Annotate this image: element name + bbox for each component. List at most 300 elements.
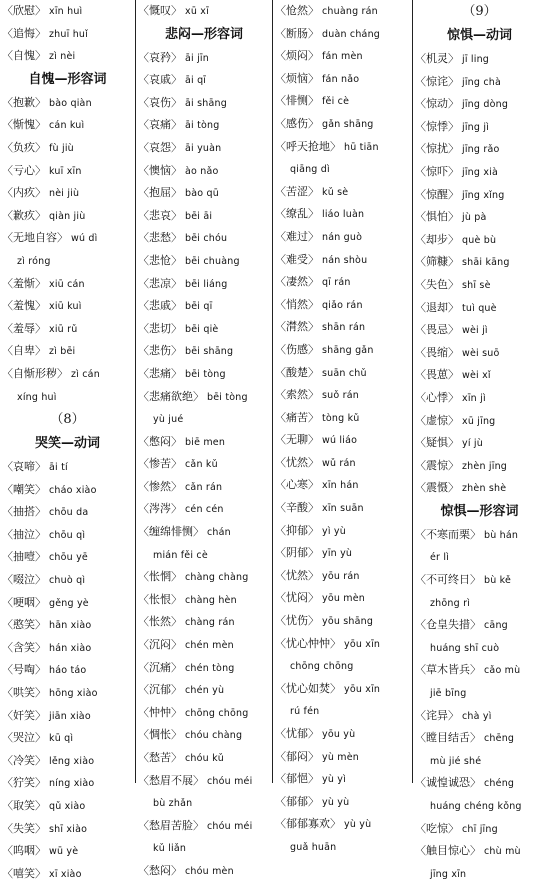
pinyin: qǔ xiào — [49, 801, 86, 812]
entry-word: 〈沉郁〉 — [138, 683, 182, 697]
dictionary-entry — [273, 362, 412, 385]
dictionary-entry — [273, 678, 412, 701]
entry-word: 〈悲戚〉 — [138, 299, 182, 313]
pinyin: yì yù — [322, 525, 346, 537]
entry-word: 〈惨然〉 — [138, 479, 182, 493]
dictionary-entry — [273, 768, 412, 791]
pinyin: xíng huì — [17, 391, 57, 403]
dictionary-entry — [413, 138, 546, 161]
entry-word: 〈阴郁〉 — [275, 546, 319, 560]
entry-word: 〈怅恨〉 — [138, 592, 182, 606]
pinyin: bào qū — [185, 188, 219, 200]
entry-word: 〈哀矜〉 — [138, 50, 182, 64]
entry-word: 〈哀怨〉 — [138, 140, 182, 154]
entry-word: 〈悄然〉 — [275, 297, 319, 311]
dictionary-entry — [0, 592, 135, 615]
entry-word: 〈忧伤〉 — [275, 614, 319, 628]
dictionary-entry — [0, 137, 135, 160]
entry-word: 〈畏缩〉 — [415, 345, 459, 359]
pinyin: shān rán — [322, 322, 366, 334]
entry-word: 〈羞惭〉 — [2, 276, 46, 290]
dictionary-entry — [0, 363, 135, 386]
dictionary-entry — [136, 634, 272, 657]
entry-word: 〈涔涔〉 — [138, 502, 182, 516]
entry-word: 〈烦闷〉 — [275, 49, 319, 63]
pinyin: chàng rán — [185, 617, 235, 629]
pinyin: kǔ liǎn — [153, 843, 187, 855]
section-number: （8） — [50, 412, 85, 428]
pinyin: chī jīng — [462, 823, 498, 835]
pinyin: jī ling — [462, 54, 490, 65]
column-2 — [136, 0, 272, 883]
section-heading: 惊惧—形容词 — [440, 503, 519, 519]
entry-word: 〈触目惊心〉 — [415, 844, 481, 858]
pinyin: wú dì — [71, 233, 98, 245]
pinyin: duàn cháng — [322, 28, 381, 40]
pinyin: biē men — [185, 436, 226, 448]
pinyin: jīng rǎo — [462, 144, 500, 156]
pinyin: zì bēi — [49, 346, 76, 358]
pinyin: chóu chàng — [185, 730, 243, 742]
dictionary-entry — [0, 295, 135, 318]
entry-word: 〈歉疚〉 — [2, 208, 46, 222]
entry-word: 〈憋闷〉 — [138, 434, 182, 448]
pinyin: zhōng rì — [430, 597, 471, 609]
dictionary-entry — [273, 136, 412, 159]
dictionary-entry — [136, 476, 272, 499]
pinyin-continuation — [413, 637, 546, 660]
entry-word: 〈忧心如焚〉 — [275, 681, 341, 695]
pinyin: wèi suō — [462, 347, 500, 359]
entry-word: 〈吃惊〉 — [415, 821, 459, 835]
pinyin-continuation — [0, 250, 135, 273]
pinyin: cén cén — [185, 504, 224, 516]
dictionary-entry — [136, 747, 272, 770]
dictionary-entry — [413, 48, 546, 71]
pinyin: chén mèn — [185, 640, 234, 652]
pinyin: hōng xiào — [49, 688, 98, 700]
entry-word: 〈沉痛〉 — [138, 660, 182, 674]
pinyin: cǎn kǔ — [185, 459, 218, 471]
pinyin: yù yù — [322, 796, 350, 808]
dictionary-entry — [413, 705, 546, 728]
pinyin-continuation — [413, 682, 546, 705]
pinyin: hán xiào — [49, 642, 92, 654]
pinyin: shāng gǎn — [322, 344, 374, 356]
pinyin: chuàng rán — [322, 6, 378, 17]
pinyin: wú liáo — [322, 435, 358, 447]
pinyin: háo táo — [49, 665, 87, 677]
dictionary-entry — [136, 521, 272, 544]
entry-word: 〈憨笑〉 — [2, 618, 46, 632]
entry-word: 〈羞辱〉 — [2, 321, 46, 335]
dictionary-entry — [0, 318, 135, 341]
pinyin: chuò qì — [49, 575, 86, 587]
pinyin: chōu yē — [49, 552, 88, 564]
dictionary-entry — [413, 161, 546, 184]
dictionary-entry — [413, 274, 546, 297]
entry-word: 〈酸楚〉 — [275, 365, 319, 379]
dictionary-entry — [273, 520, 412, 543]
dictionary-entry — [413, 251, 546, 274]
pinyin: yí jù — [462, 438, 483, 450]
dictionary-entry — [273, 587, 412, 610]
pinyin: bēi liáng — [185, 278, 228, 290]
pinyin: chōu da — [49, 507, 89, 519]
entry-word: 〈自惭形秽〉 — [2, 366, 68, 380]
pinyin: yōu xīn — [344, 638, 381, 650]
dictionary-entry — [413, 432, 546, 455]
entry-word: 〈慨叹〉 — [138, 4, 182, 17]
dictionary-entry — [0, 23, 135, 46]
pinyin: yù jué — [153, 414, 184, 426]
pinyin: xī xiào — [49, 868, 82, 880]
dictionary-entry — [0, 750, 135, 773]
entry-word: 〈畏葸〉 — [415, 368, 459, 382]
dictionary-entry — [273, 407, 412, 430]
entry-word: 〈抑郁〉 — [275, 523, 319, 537]
entry-word: 〈惊醒〉 — [415, 187, 459, 201]
pinyin: ér lì — [430, 552, 450, 564]
entry-word: 〈内疚〉 — [2, 186, 46, 200]
entry-word: 〈抱屈〉 — [138, 186, 182, 200]
dictionary-entry — [0, 772, 135, 795]
dictionary-entry — [273, 610, 412, 633]
dictionary-entry — [413, 410, 546, 433]
dictionary-entry — [0, 340, 135, 363]
dictionary-entry — [136, 611, 272, 634]
dictionary-entry — [136, 340, 272, 363]
entry-word: 〈自卑〉 — [2, 344, 46, 358]
pinyin: mián fěi cè — [153, 549, 208, 561]
dictionary-entry — [136, 566, 272, 589]
entry-word: 〈沉闷〉 — [138, 638, 182, 652]
dictionary-entry — [136, 47, 272, 70]
pinyin: chàng hèn — [185, 594, 237, 606]
entry-word: 〈畏忌〉 — [415, 323, 459, 337]
entry-word: 〈苦涩〉 — [275, 184, 319, 198]
pinyin: yīn yù — [322, 548, 353, 560]
dictionary-entry — [0, 614, 135, 637]
entry-word: 〈郁郁寡欢〉 — [275, 817, 341, 831]
pinyin: xū xī — [185, 6, 209, 17]
dictionary-entry — [413, 840, 546, 863]
dictionary-entry — [273, 633, 412, 656]
pinyin: xīn huì — [49, 6, 83, 17]
entry-word: 〈悲怆〉 — [138, 253, 182, 267]
pinyin: chén tòng — [185, 662, 235, 674]
section-number: （9） — [462, 4, 497, 19]
entry-word: 〈凄然〉 — [275, 275, 319, 289]
entry-word: 〈忧然〉 — [275, 568, 319, 582]
dictionary-entry — [273, 316, 412, 339]
dictionary-entry — [0, 682, 135, 705]
dictionary-entry — [0, 795, 135, 818]
pinyin: zhèn jīng — [462, 460, 508, 472]
pinyin: shī sè — [462, 279, 491, 291]
entry-word: 〈痛苦〉 — [275, 410, 319, 424]
pinyin: nán guò — [322, 231, 363, 243]
pinyin: cāng — [484, 620, 508, 632]
entry-word: 〈辛酸〉 — [275, 501, 319, 515]
pinyin: chén yù — [185, 685, 225, 697]
pinyin-continuation — [136, 837, 272, 860]
entry-word: 〈虚惊〉 — [415, 413, 459, 427]
entry-word: 〈自愧〉 — [2, 49, 46, 63]
pinyin: chán — [207, 527, 231, 539]
entry-word: 〈不可终日〉 — [415, 573, 481, 587]
pinyin: wèi xǐ — [462, 370, 491, 382]
dictionary-entry — [0, 160, 135, 183]
dictionary-entry — [273, 23, 412, 46]
entry-word: 〈索然〉 — [275, 388, 319, 402]
dictionary-entry — [273, 565, 412, 588]
dictionary-entry — [0, 818, 135, 841]
pinyin: gěng yè — [49, 597, 89, 609]
dictionary-entry — [136, 137, 272, 160]
entry-word: 〈冷笑〉 — [2, 753, 46, 767]
pinyin: xīn suān — [322, 503, 364, 515]
dictionary-entry — [0, 205, 135, 228]
dictionary-entry — [413, 455, 546, 478]
entry-word: 〈仓皇失措〉 — [415, 618, 481, 632]
dictionary-entry — [0, 569, 135, 592]
entry-word: 〈抽泣〉 — [2, 527, 46, 541]
dictionary-entry — [273, 429, 412, 452]
section-heading: 自愧—形容词 — [28, 71, 107, 87]
pinyin: bù zhǎn — [153, 798, 193, 810]
dictionary-entry — [0, 637, 135, 660]
dictionary-entry — [136, 431, 272, 454]
dictionary-entry — [136, 227, 272, 250]
pinyin: tuì què — [462, 302, 497, 314]
entry-word: 〈郁闷〉 — [275, 749, 319, 763]
entry-word: 〈哄笑〉 — [2, 686, 46, 700]
entry-word: 〈忧郁〉 — [275, 727, 319, 740]
dictionary-entry — [413, 727, 546, 750]
entry-word: 〈呼天抢地〉 — [275, 139, 341, 153]
pinyin: cháo xiào — [49, 484, 97, 496]
dictionary-entry — [136, 860, 272, 883]
pinyin: suān chǔ — [322, 367, 367, 379]
dictionary-entry — [0, 92, 135, 115]
dictionary-entry — [273, 452, 412, 475]
dictionary-entry — [273, 813, 412, 836]
pinyin: chóu méi — [207, 775, 253, 787]
pinyin: āi tòng — [185, 120, 220, 132]
entry-word: 〈失色〉 — [415, 277, 459, 291]
pinyin: chéng — [484, 778, 515, 790]
dictionary-entry — [0, 0, 135, 23]
entry-word: 〈追悔〉 — [2, 26, 46, 40]
pinyin: tòng kǔ — [322, 412, 360, 424]
entry-word: 〈惊扰〉 — [415, 142, 459, 156]
pinyin: huáng shī cuò — [430, 642, 500, 654]
entry-word: 〈悱恻〉 — [275, 94, 319, 108]
dictionary-entry — [273, 68, 412, 91]
pinyin: bēi qiè — [185, 323, 219, 335]
dictionary-entry — [136, 770, 272, 793]
entry-word: 〈惨苦〉 — [138, 457, 182, 471]
column-1 — [0, 0, 135, 885]
entry-word: 〈愁眉苦脸〉 — [138, 818, 204, 832]
dictionary-entry — [136, 69, 272, 92]
entry-word: 〈忧然〉 — [275, 455, 319, 469]
pinyin: xū jīng — [462, 415, 496, 427]
pinyin: rú fén — [290, 706, 320, 718]
dictionary-entry — [413, 772, 546, 795]
dictionary-entry — [273, 226, 412, 249]
pinyin: jīng jì — [462, 121, 490, 133]
pinyin: chóu mèn — [185, 865, 234, 877]
pinyin: chóu méi — [207, 820, 253, 832]
dictionary-entry — [136, 724, 272, 747]
pinyin: chōng chōng — [185, 707, 249, 719]
dictionary-entry — [136, 702, 272, 725]
entry-word: 〈啜泣〉 — [2, 573, 46, 587]
dictionary-entry — [136, 273, 272, 296]
dictionary-entry — [273, 113, 412, 136]
dictionary-entry — [273, 271, 412, 294]
pinyin: hān xiào — [49, 620, 92, 632]
pinyin: chù mù — [484, 846, 521, 858]
dictionary-entry — [0, 479, 135, 502]
pinyin: xiū cán — [49, 278, 85, 290]
entry-word: 〈忧心忡忡〉 — [275, 636, 341, 650]
dictionary-entry — [136, 160, 272, 183]
pinyin: āi yuàn — [185, 142, 222, 154]
pinyin-continuation — [0, 386, 135, 409]
pinyin: jù pà — [462, 212, 487, 224]
pinyin: yù yù — [344, 819, 372, 831]
dictionary-entry — [0, 273, 135, 296]
entry-word: 〈无聊〉 — [275, 433, 319, 447]
pinyin: shāi kāng — [462, 257, 510, 269]
entry-word: 〈不寒而栗〉 — [415, 527, 481, 541]
pinyin-continuation — [273, 158, 412, 181]
pinyin-continuation — [413, 795, 546, 818]
dictionary-entry — [273, 542, 412, 565]
entry-word: 〈惭愧〉 — [2, 118, 46, 132]
entry-word: 〈懊恼〉 — [138, 163, 182, 177]
pinyin: jīng xīn — [430, 868, 467, 880]
pinyin: āi qī — [185, 75, 207, 87]
pinyin: cǎn rán — [185, 481, 223, 493]
dictionary-entry — [136, 295, 272, 318]
pinyin: cǎo mù — [484, 665, 521, 677]
dictionary-entry — [0, 501, 135, 524]
dictionary-entry — [413, 297, 546, 320]
entry-word: 〈呜咽〉 — [2, 844, 46, 858]
pinyin-continuation — [136, 792, 272, 815]
pinyin: yōu mèn — [322, 593, 365, 605]
dictionary-entry — [273, 384, 412, 407]
dictionary-entry — [136, 114, 272, 137]
dictionary-entry — [136, 0, 272, 23]
pinyin: gǎn shāng — [322, 118, 374, 130]
pinyin: āi jīn — [185, 52, 209, 64]
dictionary-entry — [413, 116, 546, 139]
pinyin: bēi qī — [185, 301, 213, 313]
entry-word: 〈嘲笑〉 — [2, 482, 46, 496]
entry-word: 〈悲愁〉 — [138, 231, 182, 245]
pinyin: kǔ sè — [322, 186, 349, 198]
pinyin: huáng chéng kǒng — [430, 801, 522, 812]
dictionary-entry — [136, 386, 272, 409]
dictionary-entry — [413, 614, 546, 637]
pinyin: hū tiān — [344, 141, 379, 153]
entry-word: 〈愁眉不展〉 — [138, 773, 204, 787]
dictionary-entry — [0, 182, 135, 205]
dictionary-entry — [273, 0, 412, 23]
pinyin-continuation — [413, 750, 546, 773]
entry-word: 〈羞愧〉 — [2, 299, 46, 313]
pinyin-continuation — [273, 836, 412, 859]
pinyin: qiǎo rán — [322, 299, 363, 311]
pinyin: zhuī huǐ — [49, 28, 88, 40]
entry-word: 〈惊诧〉 — [415, 74, 459, 88]
dictionary-entry — [273, 249, 412, 272]
entry-word: 〈心寒〉 — [275, 478, 319, 492]
pinyin: āi tí — [49, 462, 68, 474]
entry-word: 〈抽噎〉 — [2, 550, 46, 564]
pinyin: xīn jì — [462, 392, 486, 404]
dictionary-entry — [413, 569, 546, 592]
entry-word: 〈哀痛〉 — [138, 118, 182, 132]
dictionary-entry — [136, 815, 272, 838]
pinyin: cán kuì — [49, 120, 85, 132]
entry-word: 〈难过〉 — [275, 229, 319, 243]
entry-word: 〈号啕〉 — [2, 663, 46, 677]
entry-word: 〈诚惶诚恐〉 — [415, 776, 481, 790]
pinyin: nèi jiù — [49, 188, 80, 200]
dictionary-entry — [0, 705, 135, 728]
pinyin: yōu xīn — [344, 683, 381, 695]
entry-word: 〈心悸〉 — [415, 390, 459, 404]
pinyin: bēi āi — [185, 210, 213, 222]
section-heading: 悲闷—形容词 — [164, 26, 243, 42]
entry-word: 〈惆怅〉 — [138, 728, 182, 742]
entry-word: 〈郁悒〉 — [275, 772, 319, 786]
dictionary-entry — [0, 840, 135, 863]
pinyin: jīng dòng — [462, 99, 509, 111]
pinyin: chàng chàng — [185, 572, 249, 584]
dictionary-entry — [136, 250, 272, 273]
dictionary-entry — [0, 659, 135, 682]
entry-word: 〈狞笑〉 — [2, 776, 46, 790]
entry-word: 〈退却〉 — [415, 300, 459, 314]
entry-word: 〈抱歉〉 — [2, 95, 46, 109]
pinyin: wǔ rán — [322, 457, 356, 469]
entry-word: 〈机灵〉 — [415, 52, 459, 65]
entry-word: 〈伤感〉 — [275, 342, 319, 356]
pinyin: wèi jì — [462, 325, 488, 337]
section-heading: 哭笑—动词 — [34, 436, 100, 452]
entry-word: 〈奸笑〉 — [2, 708, 46, 722]
pinyin: yù yì — [322, 774, 346, 786]
entry-word: 〈哀啼〉 — [2, 460, 46, 474]
entry-word: 〈悲凉〉 — [138, 276, 182, 290]
pinyin: bào qiàn — [49, 97, 92, 109]
pinyin: xīn hán — [322, 480, 359, 492]
dictionary-entry — [413, 524, 546, 547]
pinyin: zì cán — [71, 368, 100, 380]
entry-word: 〈惊动〉 — [415, 97, 459, 111]
dictionary-entry — [273, 746, 412, 769]
dictionary-entry — [136, 453, 272, 476]
dictionary-entry — [273, 791, 412, 814]
entry-word: 〈亏心〉 — [2, 163, 46, 177]
